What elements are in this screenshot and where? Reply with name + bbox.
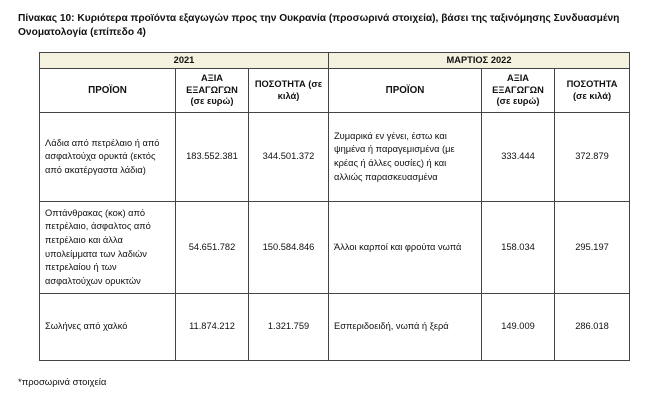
period-2021: 2021 (40, 53, 329, 69)
product-cell: Σωλήνες από χαλκό (40, 294, 176, 361)
col-quantity: ΠΟΣΟΤΗΤΑ (σε κιλά) (555, 69, 630, 113)
footnote: *προσωρινά στοιχεία (18, 377, 107, 388)
quantity-cell: 1.321.759 (249, 294, 329, 361)
product-cell: Οπτάνθρακας (κοκ) από πετρέλαιο, άσφαλτος από πετρέλαιο και άλλα υπολείμματα των λαδιών πετρελαίου ή των ασφαλτούχων ορυκτών (40, 202, 176, 294)
product-cell: Ζυμαρικά εν γένει, έστω και ψημένα ή παραγεμισμένα (με κρέας ή άλλες ουσίες) ή και αλλιώς παρασκευασμένα (329, 113, 482, 202)
period-header-row (40, 53, 630, 69)
exports-table (39, 52, 630, 361)
table-row (40, 202, 630, 294)
table-row (40, 113, 630, 202)
table-row (40, 294, 630, 361)
product-cell: Λάδια από πετρέλαιο ή από ασφαλτούχα ορυκτά (εκτός από ακατέργαστα λάδια) (40, 113, 176, 202)
column-header-row (40, 69, 630, 113)
value-cell: 333.444 (482, 113, 555, 202)
quantity-cell: 295.197 (555, 202, 630, 294)
col-product: ΠΡΟΪΟΝ (329, 69, 482, 113)
col-product: ΠΡΟΪΟΝ (40, 69, 176, 113)
value-cell: 183.552.381 (176, 113, 249, 202)
col-value: ΑΞΙΑ ΕΞΑΓΩΓΩΝ (σε ευρώ) (482, 69, 555, 113)
quantity-cell: 372.879 (555, 113, 630, 202)
col-quantity: ΠΟΣΟΤΗΤΑ (σε κιλά) (249, 69, 329, 113)
quantity-cell: 286.018 (555, 294, 630, 361)
value-cell: 149.009 (482, 294, 555, 361)
period-march-2022: ΜΑΡΤΙΟΣ 2022 (329, 53, 630, 69)
col-value: ΑΞΙΑ ΕΞΑΓΩΓΩΝ (σε ευρώ) (176, 69, 249, 113)
table-title: Πίνακας 10: Κυριότερα προϊόντα εξαγωγών προς την Ουκρανία (προσωρινά στοιχεία), βάσει της ταξινόμησης Συνδυασμένη Ονοματολογία (επίπεδο 4) (18, 13, 620, 38)
value-cell: 54.651.782 (176, 202, 249, 294)
product-cell: Άλλοι καρποί και φρούτα νωπά (329, 202, 482, 294)
value-cell: 11.874.212 (176, 294, 249, 361)
quantity-cell: 150.584.846 (249, 202, 329, 294)
product-cell: Εσπεριδοειδή, νωπά ή ξερά (329, 294, 482, 361)
value-cell: 158.034 (482, 202, 555, 294)
quantity-cell: 344.501.372 (249, 113, 329, 202)
